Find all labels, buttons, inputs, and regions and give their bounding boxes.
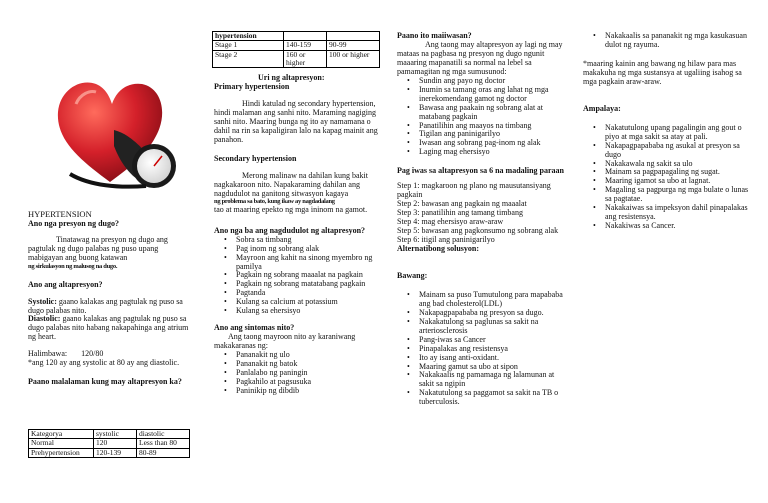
ampalaya-title: Ampalaya: <box>583 103 621 113</box>
list-item: • Pinapalakas ang resistensya <box>397 345 565 354</box>
table-cell: 120 <box>94 439 137 448</box>
secondary-small: ng problema sa bato, kung ikaw ay nagdadalang <box>214 198 335 206</box>
garlic-list <box>397 291 565 407</box>
list-item: • Sobra sa timbang <box>214 236 380 245</box>
list-item: • Panatilihin ang maayos na timbang <box>397 122 565 131</box>
steps-title: Pag iwas sa altapresyon sa 6 na madaling paraan <box>397 166 564 176</box>
list-item: • Paninikip ng dibdib <box>214 387 380 396</box>
table-row <box>213 50 380 68</box>
heart-blood-pressure-image <box>50 70 178 195</box>
prevention-text: Ang taong may altapresyon ay lagi ng may mataas na pagbasa ng presyon ng dugo ngunit maaaring mapanatili sa normal na lebel sa pamamagitan ng mga sumusunod: <box>397 39 563 76</box>
list-item: • Pagkain ng sobrang matatabang pagkain <box>214 280 380 289</box>
list-item: • Mainam sa puso Tumutulong para mapababa ang bad cholesterol(LDL) <box>397 291 565 309</box>
list-item: • Maaring gamut sa ubo at sipon <box>397 363 565 372</box>
list-item: • Pag inom ng sobrang alak <box>214 245 380 254</box>
list-item: • Bawasa ang paakain ng sobrang alat at matabang pagkain <box>397 104 565 122</box>
paragraph-blood-pressure-tail: ng sirkulasyon ng malusog na dugo. <box>28 263 118 271</box>
list-item: • Pang-iwas sa Cancer <box>397 336 565 345</box>
garlic-note: *maaring kainin ang bawang ng hilaw para mas makakuha ng mga sustansya at ugaliing isahog sa mga pagkain araw-araw. <box>583 58 742 86</box>
list-item: • Mainam sa pagpapagaling ng sugat. <box>583 168 753 177</box>
list-item: • Nakakaalis ng pamamaga ng lalamunan at sakit sa ngipin <box>397 371 565 389</box>
table-row <box>29 448 190 457</box>
list-item: • Nakatutulong upang pagalingin ang gout o piyo at mga sakit sa atay at pali. <box>583 124 753 142</box>
list-item: • Nakakawala ng sakit sa ulo <box>583 160 753 169</box>
list-item: • Nakakaalis sa pananakit ng mga kasukasuan dulot ng rayuma. <box>583 32 753 50</box>
table-cell: Prehypertension <box>29 448 94 457</box>
example-line: Halimbawa: 120/80 <box>28 349 104 359</box>
table-cell: 160 or higher <box>284 50 327 68</box>
list-item: • Nakapagpapababa ng asukal at presyon sa dugo <box>583 142 753 160</box>
table-cell: Less than 80 <box>137 439 190 448</box>
category-table <box>28 429 190 458</box>
list-item: • Sundin ang payo ng doctor <box>397 77 565 86</box>
list-item: • Nakakiwas sa Cancer. <box>583 222 753 231</box>
prevention-title: Paano ito maiiwasan? <box>397 31 472 40</box>
list-item: • Laging mag ehersisyo <box>397 148 565 157</box>
table-header-cell: systolic <box>94 430 137 439</box>
list-item: • Kulang sa calcium at potassium <box>214 298 380 307</box>
systolic-definition: Systolic: gaano kalakas ang pagtulak ng puso sa dugo palabas nito. <box>28 296 183 315</box>
list-item: Step 1: magkaroon ng plano ng mausutansiyang pagkain <box>397 181 551 200</box>
list-item: Step 6: itigil ang paninigarilyo <box>397 235 495 245</box>
table-row <box>213 41 380 50</box>
list-item: • Nakakatulong sa paglunas sa sakit na arteriosclerosis <box>397 318 565 336</box>
table-cell: 140-159 <box>284 41 327 50</box>
garlic-list-continued <box>583 32 753 50</box>
list-item: • Pagtanda <box>214 289 380 298</box>
list-item: • Panlalabo ng paningin <box>214 369 380 378</box>
symptoms-title: Ano ang sintomas nito? <box>214 323 295 333</box>
primary-text: Hindi katulad ng secondary hypertension, hindi malaman ang sanhi nito. Maraming nagiging sanhi nito. Maaring bunga ng ito ay namamana o dahil na rin sa kapaligiran lalo na kapag mainit ang panahon. <box>214 98 378 144</box>
question-detect-hypertension: Paano malalaman kung may altapresyon ka? <box>28 377 182 387</box>
list-item: • Nakapagpapababa ng presyon sa dugo. <box>397 309 565 318</box>
list-item: • Tigilan ang paninigarilyo <box>397 130 565 139</box>
steps-list <box>397 182 565 245</box>
list-item: • Pagkain ng sobrang maaalat na pagkain <box>214 271 380 280</box>
ampalaya-list <box>583 124 753 231</box>
table-cell: 80-89 <box>137 448 190 457</box>
list-item: • Maaring igamot sa ubo at lagnat. <box>583 177 753 186</box>
list-item: • Magaling sa pagpurga ng mga bulate o lunas sa pagtatae. <box>583 186 753 204</box>
list-item: Step 3: panatilihin ang tamang timbang <box>397 208 523 218</box>
heart-icon <box>50 70 178 195</box>
prevention-list <box>397 77 565 158</box>
causes-list <box>214 236 380 317</box>
list-item: • Ito ay isang anti-oxidant. <box>397 354 565 363</box>
table-header-cell: Kategorya <box>29 430 94 439</box>
secondary-title: Secondary hypertension <box>214 153 297 163</box>
types-title: Uri ng altapresyon: <box>258 73 325 82</box>
primary-title: Primary hypertension <box>214 81 290 91</box>
list-item: • Pagkahilo at pagsusuka <box>214 378 380 387</box>
list-item: • Nakatutulong sa paggamot sa sakit na TB o tuberculosis. <box>397 389 565 407</box>
garlic-title: Bawang: <box>397 270 428 280</box>
list-item: • Mayroon ang kahit na sinong myembro ng pamilya <box>214 254 380 272</box>
table-cell: Stage 2 <box>213 50 284 68</box>
table-header-cell: diastolic <box>137 430 190 439</box>
category-table-continued <box>212 31 380 68</box>
symptoms-intro: Ang taong mayroon nito ay karaniwang makakaranas ng: <box>214 332 356 351</box>
paragraph-blood-pressure: Tinatawag na presyon ng dugo ang pagtulak ng dugo palabas ng puso upang mabigayan ang buong katawan <box>28 235 168 263</box>
table-cell: 100 or higher <box>327 50 380 68</box>
table-cell: Stage 1 <box>213 41 284 50</box>
question-blood-pressure: Ano nga presyon ng dugo? <box>28 218 119 228</box>
alternative-title: Alternatibong solusyon: <box>397 243 480 253</box>
list-item: Step 5: bawasan ang pagkonsumo ng sobrang alak <box>397 226 559 236</box>
list-item: Step 2: bawasan ang pagkain ng maaalat <box>397 199 527 209</box>
question-hypertension: Ano ang altapresyon? <box>28 279 103 289</box>
list-item: • Pananakit ng ulo <box>214 351 380 360</box>
table-row <box>29 439 190 448</box>
causes-title: Ano nga ba ang nagdudulot ng altapresyon? <box>214 225 366 235</box>
secondary-tail: tao at maaring epekto ng mga ininom na gamot. <box>214 204 368 214</box>
secondary-text: Merong malinaw na dahilan kung bakit nagkakaroon nito. Napakaraming dahilan ang nagdudulot na ganitong sitwasyon kagaya <box>214 170 368 198</box>
list-item: • Inumin sa tamang oras ang lahat ng mga inerekomendang gamot ng doctor <box>397 86 565 104</box>
list-item: • Kulang sa ehersisyo <box>214 307 380 316</box>
list-item: • Pananakit ng batok <box>214 360 380 369</box>
table-cell: 120-139 <box>94 448 137 457</box>
diastolic-definition: Diastolic: gaano kalakas ang pagtulak ng puso sa dugo palabas nito habang nakapahinga ang atrium ng heart. <box>28 314 189 342</box>
list-item: • Iwasan ang sobrang pag-inom ng alak <box>397 139 565 148</box>
list-item: Step 4: mag ehersisyo araw-araw <box>397 217 504 227</box>
brochure-title: HYPERTENSION <box>28 209 92 219</box>
table-cell: Normal <box>29 439 94 448</box>
table-cell: 90-99 <box>327 41 380 50</box>
example-note: *ang 120 ay ang systolic at 80 ay ang diastolic. <box>28 358 180 368</box>
symptoms-list <box>214 351 380 396</box>
list-item: • Nakakaiwas sa impeksyon dahil pinapalakas ang resistensya. <box>583 204 753 222</box>
table-cell: hypertension <box>213 32 284 41</box>
